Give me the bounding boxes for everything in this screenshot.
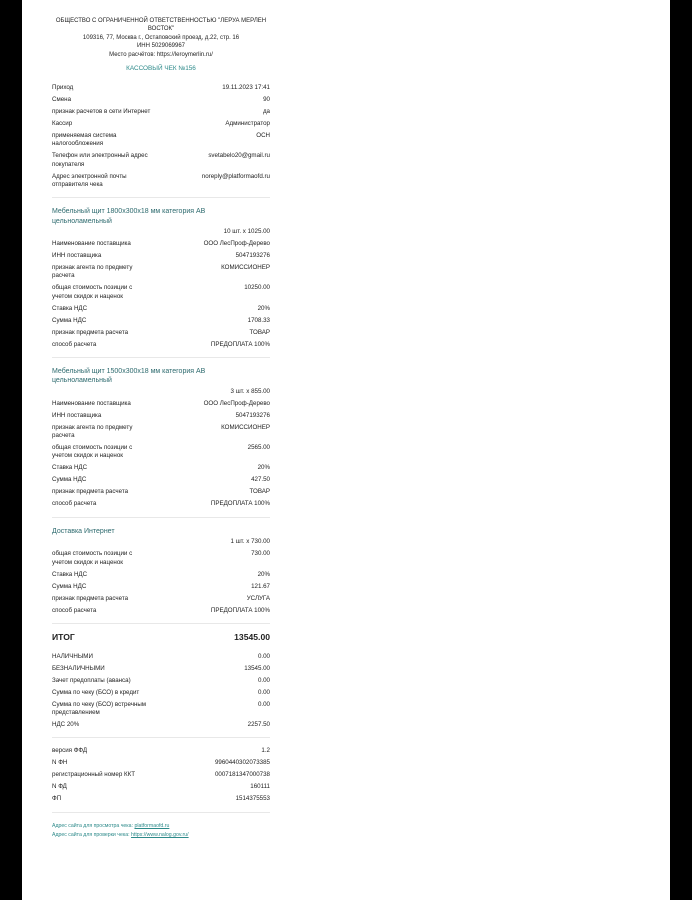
item-label: общая стоимость позиции с учетом скидок и наценок	[52, 444, 133, 460]
fiscal-label: версия ФФД	[52, 747, 88, 755]
fiscal-row	[52, 771, 270, 779]
info-row	[52, 84, 270, 92]
payment-row	[52, 665, 270, 673]
info-row	[52, 173, 270, 189]
item-label: способ расчета	[52, 340, 97, 348]
item-label: способ расчета	[52, 500, 97, 508]
item-label: Сумма НДС	[52, 582, 87, 590]
payment-row	[52, 677, 270, 685]
item-value: КОМИССИОНЕР	[221, 424, 270, 432]
receipt-footer	[52, 822, 270, 841]
item-label: общая стоимость позиции с учетом скидок и наценок	[52, 284, 133, 300]
item-row	[52, 500, 270, 508]
item-name: Мебельный щит 1800х300х18 мм категория АВ цельноламельный	[52, 208, 206, 225]
fiscal-label: N ФД	[52, 783, 67, 791]
item-value: 20%	[257, 304, 270, 312]
total-value: 13545.00	[234, 631, 270, 642]
payment-label: НАЛИЧНЫМИ	[52, 652, 93, 660]
item-value: ТОВАР	[249, 328, 270, 336]
item-label: способ расчета	[52, 606, 97, 614]
payment-label: Сумма по чеку (БСО) в кредит	[52, 688, 140, 696]
receipt-page	[22, 0, 670, 900]
item-name: Мебельный щит 1500х300х18 мм категория АВ цельноламельный	[52, 367, 206, 385]
item-label: Ставка НДС	[52, 304, 88, 312]
divider	[52, 737, 270, 738]
info-row	[52, 96, 270, 104]
cash-receipt	[52, 17, 270, 841]
item-value: 5047193276	[235, 412, 270, 420]
item-row	[52, 412, 270, 420]
info-label: Кассир	[52, 120, 73, 128]
payment-label: БЕЗНАЛИЧНЫМИ	[52, 664, 105, 672]
item-value: УСЛУГА	[246, 594, 270, 602]
customer-email: svetabelo20@gmail.ru	[208, 152, 270, 160]
fiscal-label: ФП	[52, 795, 62, 803]
fiscal-label: регистрационный номер ККТ	[52, 771, 136, 779]
fiscal-value: 1.2	[261, 747, 270, 755]
divider	[52, 197, 270, 198]
item-value: 730.00	[251, 550, 270, 558]
item-value: ПРЕДОПЛАТА 100%	[210, 500, 270, 508]
company-address: 109316, 77, Москва г., Остаповский проезд, д.22, стр. 16	[82, 34, 240, 41]
divider	[52, 517, 270, 518]
payment-row	[52, 701, 270, 717]
info-label: Смена	[52, 96, 72, 104]
item-label: признак предмета расчета	[52, 594, 129, 602]
payment-label: Сумма по чеку (БСО) встречным представлением	[52, 700, 147, 717]
fiscal-row	[52, 795, 270, 803]
view-site-label: Адрес сайта для просмотра чека:	[52, 822, 134, 829]
company-name-line1: ОБЩЕСТВО С ОГРАНИЧЕННОЙ ОТВЕТСТВЕННОСТЬЮ "ЛЕРУА МЕРЛЕН	[55, 18, 267, 24]
item-label: признак предмета расчета	[52, 488, 129, 496]
info-value: ОСН	[256, 132, 270, 140]
item-label: Сумма НДС	[52, 316, 87, 324]
item-row	[52, 583, 270, 591]
item-label: ИНН поставщика	[52, 412, 102, 420]
item-value: 2565.00	[247, 444, 270, 452]
item-value: 20%	[257, 464, 270, 472]
receipt-info	[52, 84, 270, 189]
receipt-item	[52, 527, 270, 615]
item-row	[52, 240, 270, 248]
item-value: 20%	[257, 570, 270, 578]
info-label: Телефон или электронный адрес покупателя	[52, 152, 148, 168]
item-row	[52, 341, 270, 349]
divider	[52, 357, 270, 358]
item-label: общая стоимость позиции с учетом скидок и наценок	[52, 550, 133, 566]
item-row	[52, 607, 270, 615]
payment-value: 2257.50	[247, 721, 270, 729]
item-row	[52, 317, 270, 325]
info-value: 90	[263, 96, 270, 104]
fiscal-value: 9960440302073385	[214, 759, 270, 767]
info-row	[52, 152, 270, 168]
item-value: КОМИССИОНЕР	[221, 264, 270, 272]
item-quantity-price: 10 шт. х 1025.00	[223, 228, 270, 236]
item-row	[52, 329, 270, 337]
item-value: 427.50	[251, 476, 270, 484]
info-label: Адрес электронной почты отправителя чека	[52, 172, 127, 188]
item-label: Наименование поставщика	[52, 240, 131, 248]
company-name-line2: ВОСТОК"	[147, 26, 175, 33]
info-row	[52, 120, 270, 128]
item-value: ПРЕДОПЛАТА 100%	[210, 340, 270, 348]
view-site-line	[52, 822, 270, 832]
item-value: 5047193276	[235, 252, 270, 260]
divider	[52, 812, 270, 813]
fiscal-data	[52, 747, 270, 803]
item-label: признак агента по предмету расчета	[52, 424, 133, 440]
payment-row	[52, 653, 270, 661]
item-row	[52, 476, 270, 484]
info-row	[52, 108, 270, 116]
item-label: Ставка НДС	[52, 464, 88, 472]
fiscal-row	[52, 747, 270, 755]
payment-value: 0.00	[257, 700, 270, 708]
fiscal-value: 0007181347000738	[214, 771, 270, 779]
payment-value: 0.00	[257, 652, 270, 660]
info-label: Приход	[52, 84, 74, 92]
info-value: да	[262, 108, 270, 116]
item-row	[52, 264, 270, 280]
company-header	[52, 17, 270, 59]
item-quantity-price: 3 шт. х 855.00	[230, 387, 270, 395]
item-row	[52, 595, 270, 603]
item-row	[52, 305, 270, 313]
item-row	[52, 444, 270, 460]
check-site-line	[52, 831, 270, 841]
item-row	[52, 571, 270, 579]
item-quantity-price: 1 шт. х 730.00	[230, 538, 270, 546]
item-row	[52, 488, 270, 496]
item-row	[52, 284, 270, 300]
item-label: признак предмета расчета	[52, 328, 129, 336]
divider	[52, 623, 270, 624]
check-site-link[interactable]: https://www.nalog.gov.ru/	[131, 832, 189, 839]
view-site-link[interactable]: platformaofd.ru	[134, 822, 170, 829]
payment-value: 0.00	[257, 676, 270, 684]
payment-label: Зачет предоплаты (аванса)	[52, 676, 131, 684]
item-name: Доставка Интернет	[52, 527, 115, 535]
item-value: ПРЕДОПЛАТА 100%	[210, 606, 270, 614]
payment-label: НДС 20%	[52, 721, 80, 729]
item-value: ООО ЛесПроф-Дерево	[203, 400, 270, 408]
item-label: Сумма НДС	[52, 476, 87, 484]
fiscal-value: 160111	[250, 783, 270, 791]
payment-row	[52, 721, 270, 729]
info-label: применяемая система налогообложения	[52, 132, 117, 148]
check-site-label: Адрес сайта для проверки чека:	[52, 832, 130, 839]
info-row	[52, 132, 270, 148]
company-inn: ИНН 5029069967	[136, 43, 185, 50]
fiscal-value: 1514375553	[235, 795, 270, 803]
item-value: 1708.33	[247, 316, 270, 324]
fiscal-label: N ФН	[52, 759, 68, 767]
fiscal-row	[52, 783, 270, 791]
item-row	[52, 424, 270, 440]
receipt-item	[52, 367, 270, 509]
item-value: 10250.00	[244, 284, 270, 292]
item-value: 121.67	[251, 582, 270, 590]
item-value: ТОВАР	[249, 488, 270, 496]
payment-row	[52, 689, 270, 697]
item-row	[52, 464, 270, 472]
item-label: Наименование поставщика	[52, 400, 131, 408]
item-label: ИНН поставщика	[52, 252, 102, 260]
payment-value: 0.00	[257, 688, 270, 696]
receipt-total	[52, 633, 270, 641]
payment-breakdown	[52, 653, 270, 729]
item-row	[52, 550, 270, 566]
item-row	[52, 252, 270, 260]
total-label: ИТОГ	[52, 631, 75, 642]
fiscal-row	[52, 759, 270, 767]
settlement-place: Место расчётов: https://leroymerlin.ru/	[109, 51, 213, 58]
item-row	[52, 400, 270, 408]
payment-value: 13545.00	[244, 664, 270, 672]
info-value: Администратор	[225, 120, 270, 128]
info-label: признак расчетов в сети Интернет	[52, 108, 151, 116]
sender-email: noreply@platformaofd.ru	[201, 172, 270, 180]
receipt-item	[52, 207, 270, 349]
item-label: Ставка НДС	[52, 570, 88, 578]
receipt-title: КАССОВЫЙ ЧЕК №156	[126, 65, 196, 73]
info-value: 19.11.2023 17:41	[222, 84, 270, 92]
item-label: признак агента по предмету расчета	[52, 264, 133, 280]
item-value: ООО ЛесПроф-Дерево	[203, 240, 270, 248]
